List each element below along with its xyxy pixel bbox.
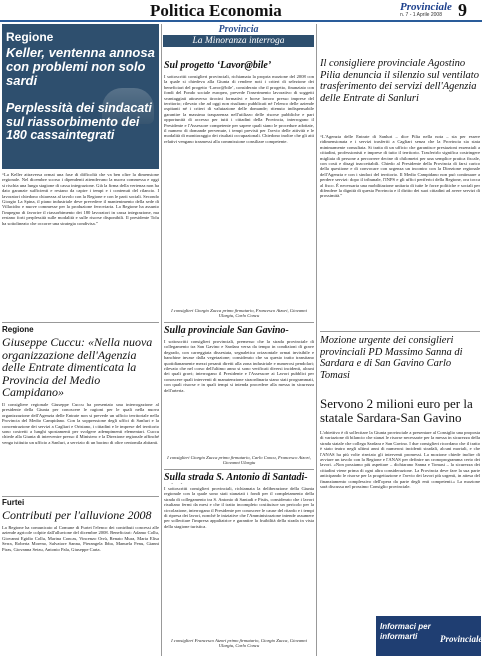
divider <box>320 331 480 332</box>
banner-headline: Keller, ventenna annosa con problemi non solo sardi <box>6 45 155 88</box>
sardara-kicker-headline: Mozione urgente dei consiglieri provinciali PD Massimo Sanna di Sardara e di San Gavino Carlo Tomasi <box>320 335 463 381</box>
cuccu-article-body: Il consigliere regionale Giuseppe Cuccu ha presentato una interrogazione al presidente della Giunta per conoscere le ragioni per le quali nella nuova organizzazione dell'Agenzia delle Entrate non si prevede un ufficio territoriale nella Provincia del Medio Campidano. Con la soppressione degli uffici di Sanluri e la concentrazione dei servizi a Cagliari e Oristano, i cittadini e le imprese del territorio sono costretti a lunghi spostamenti per svolgere adempimenti elementari. Cuccu chiede alla Giunta di intervenire presso il Ministero e la Direzione regionale affinché venga istituito un ufficio a Sanluri, a servizio di un bacino di oltre centomila abitanti. <box>2 402 159 445</box>
lavorabile-body: I sottoscritti consiglieri provinciali, richiamata la propria mozione del 2008 con la quale si chiedeva alla Giunta di rendere noti i criteri di selezione dei beneficiari del progetto ‘Lavor@bile’, considerato che il progetto, finanziato con fondi del Fondo sociale europeo, prevede l'inserimento lavorativo di soggetti svantaggiati attraverso tirocini formativi e borse lavoro presso imprese del territorio; rilevato che ad oggi non risultano pubblicati né l'elenco delle aziende ospitanti né i criteri di valutazione delle domande; ritenuto indispensabile garantire la massima trasparenza nell'utilizzo delle risorse pubbliche e pari opportunità di accesso per tutti i cittadini della Provincia, interrogano il Presidente e l'Assessore competente per sapere quali siano le procedure adottate, il numero di domande pervenute, i tempi previsti per l'avvio delle attività e le modalità di monitoraggio dei risultati occupazionali. Chiedono inoltre che gli atti relativi vengano trasmessi alla commissione consiliare competente. <box>164 74 314 144</box>
promo-box <box>376 616 481 656</box>
divider <box>2 496 159 497</box>
banner-subheadline: Perplessità dei sindacati sul riassorbimento dei 180 cassaintegrati <box>6 101 152 142</box>
banner-province: Provincia <box>218 24 259 35</box>
santadi-signatures: I consiglieri Francesco Atzori primo firmatario, Giorgio Zucca, Giovanni Ulargiu, Carlo Concu <box>171 638 307 649</box>
promo-logo: Provinciale <box>440 634 482 644</box>
sangavino-headline: Sulla provinciale San Gavino- <box>164 325 289 336</box>
sardara-headline: Servono 2 milioni euro per la statale Sardara-San Gavino <box>320 397 473 425</box>
issue-date: n. 7 - 1 Aprile 2008 <box>400 12 442 18</box>
keller-article-body: “La Keller attraversa ormai una fase di difficoltà che va ben oltre la dimensione regionale. Nel dicembre scorso i dipendenti attendevano la nuova commessa e oggi si rischia una lunga stagione di cassa integrazione. Già la firma della vertenza non ha dato garanzie sufficienti e restano da capire i tempi e i contenuti del rilancio. I lavoratori chiedono chiarezza al tavolo con la Regione e con le parti sociali. Secondo Giorgio La Spina, il piano industriale deve prevedere il mantenimento della sede di Villacidro e nuove commesse per la produzione ferroviaria. La Regione ha assunto l'impegno di favorire il riassorbimento dei 180 lavoratori in cassa integrazione, ma restano forti perplessità sulle modalità e sulle risorse disponibili. Il presidente Tolu ha sottolineato che occorre una strategia condivisa.” <box>2 172 159 226</box>
promo-text: Informaci per informarti <box>380 622 431 641</box>
furtei-headline: Contributi per l'alluvione 2008 <box>2 509 152 522</box>
column-divider <box>316 24 317 656</box>
banner-kicker: Regione <box>6 30 54 44</box>
masthead-logo: Provinciale <box>400 1 452 13</box>
santadi-headline: Sulla strada S. Antonio di Santadi- <box>164 472 308 483</box>
section-title: Politica Economia <box>150 1 282 20</box>
banner-strip: La Minoranza interroga <box>163 35 314 47</box>
cuccu-kicker: Regione <box>2 325 34 334</box>
lavorabile-headline: Sul progetto ‘Lavor@bile’ <box>164 60 272 71</box>
pilia-headline: Il consigliere provinciale Agostino Pilia denuncia il silenzio sul ventilato trasferimento dei servizi dell'Agenzia delle Entrate di Sanluri <box>320 58 479 104</box>
cuccu-headline: Giuseppe Cuccu: «Nella nuova organizzazione dell'Agenzia delle Entrate dimenticata la Provincia del Medio Campidano» <box>2 336 153 399</box>
column-divider <box>161 24 162 656</box>
furtei-article-body: La Regione ha comunicato al Comune di Furtei l'elenco dei contributi concessi alle aziende agricole colpite dall'alluvione del dicembre 2008. Beneficiari: Adamo Collu, Giovanni Egidio Collu, Marina Concas, Vincenzo Orrù, Renato Mura, Maria Elisa Serra, Roberta Moreno, Salvatore Sanna, Pierangela Ibba, Manuela Fenu, Gianni Piras, Giovanna Setzu, Antonio Pala, Giuseppe Carta. <box>2 525 159 552</box>
sangavino-body: I sottoscritti consiglieri provinciali, premesso che la strada provinciale di collegamento tra San Gavino e Sardara versa da tempo in condizioni di grave degrado, con carreggiata dissestata, segnaletica orizzontale ormai invisibile e banchine invase dalla vegetazione; considerato che su questo tratto transitano quotidianamente mezzi pesanti diretti alla zona industriale e numerosi pendolari; rilevato che nel corso dell'ultimo anno si sono verificati diversi incidenti, alcuni dei quali gravi; interrogano il Presidente e l'Assessore ai Lavori pubblici per conoscere quali interventi di manutenzione straordinaria siano stati programmati, con quali risorse e in quali tempi si intenda procedere alla messa in sicurezza dell'arteria. <box>164 339 314 393</box>
lavorabile-signatures: I consiglieri Giorgio Zucca primo firmatario, Francesco Atzori, Giovanni Ulargiu, Carlo Concu <box>171 308 307 319</box>
page-header <box>0 0 482 22</box>
page-number: 9 <box>458 0 467 20</box>
divider <box>164 322 314 323</box>
sangavino-signatures: I consiglieri Giorgio Zucca primo firmatario, Carlo Concu, Francesco Atzori, Giovanni Ulargiu <box>167 455 311 466</box>
furtei-kicker: Furtei <box>2 498 25 507</box>
pilia-body: “L'Agenzia delle Entrate di Sanluri – dice Pilia nella nota – sta per essere ridimensionata e i servizi trasferiti a Cagliari senza che la Provincia sia stata minimamente consultata. Si tratta di un ufficio che garantisce prestazioni essenziali a cittadini, professionisti e imprese di tutto il territorio. Trasferirlo significa costringere migliaia di persone a percorrere decine di chilometri per una semplice pratica fiscale, con costi e disagi inaccettabili. Chiedo al Presidente della Provincia di farsi carico della questione e di convocare con urgenza un incontro con la Direzione regionale dell'Agenzia e con i sindaci del territorio. Il Medio Campidano non può continuare a perdere servizi: dopo il tribunale, l'INPS e gli uffici periferici della Regione, ora tocca al fisco. È necessaria una mobilitazione unitaria di tutte le forze politiche e sociali per difendere la dignità di questa Provincia e il diritto dei suoi cittadini ad avere servizi di prossimità.” <box>320 134 480 199</box>
divider <box>2 322 159 323</box>
minoranza-banner <box>163 24 314 58</box>
divider <box>164 469 314 470</box>
santadi-body: I sottoscritti consiglieri provinciali, richiamata la deliberazione della Giunta regionale con la quale sono stati stanziati i fondi per il completamento della strada di collegamento tra S. Antonio di Santadi e Pistis, considerato che i lavori risultano fermi da mesi e che il tratto incompleto costituisce un pericolo per la circolazione, interrogano il Presidente per conoscere le cause del ritardo e i tempi di ripresa dei lavori, nonché le iniziative che l'Amministrazione intende assumere per sollecitare l'impresa appaltatrice e garantire la fruibilità della strada in vista della stagione turistica. <box>164 486 314 529</box>
keller-banner <box>2 24 159 169</box>
sardara-body: L'obiettivo è di sollecitare la Giunta provinciale a presentare al Consiglio una proposta di variazione di bilancio che stanzi le risorse necessarie per la messa in sicurezza della strada statale che collega Sardara e San Gavino. I due consiglieri ricordano che il tratto è stato teatro negli ultimi anni di numerosi incidenti stradali, alcuni mortali, e che l'ANAS ha più volte rinviato gli interventi promessi. La mozione chiede inoltre di avviare un tavolo con la Regione e l'ANAS per definire un cronoprogramma certo dei lavori. «Non possiamo più aspettare – dichiarano Sanna e Tomasi – la sicurezza dei cittadini viene prima di ogni altra considerazione. La Provincia deve fare la sua parte anticipando le risorse per la progettazione e l'avvio dei lavori più urgenti, in attesa del finanziamento complessivo dell'opera da parte degli enti competenti.» La mozione sarà discussa nel prossimo Consiglio provinciale. <box>320 430 480 490</box>
